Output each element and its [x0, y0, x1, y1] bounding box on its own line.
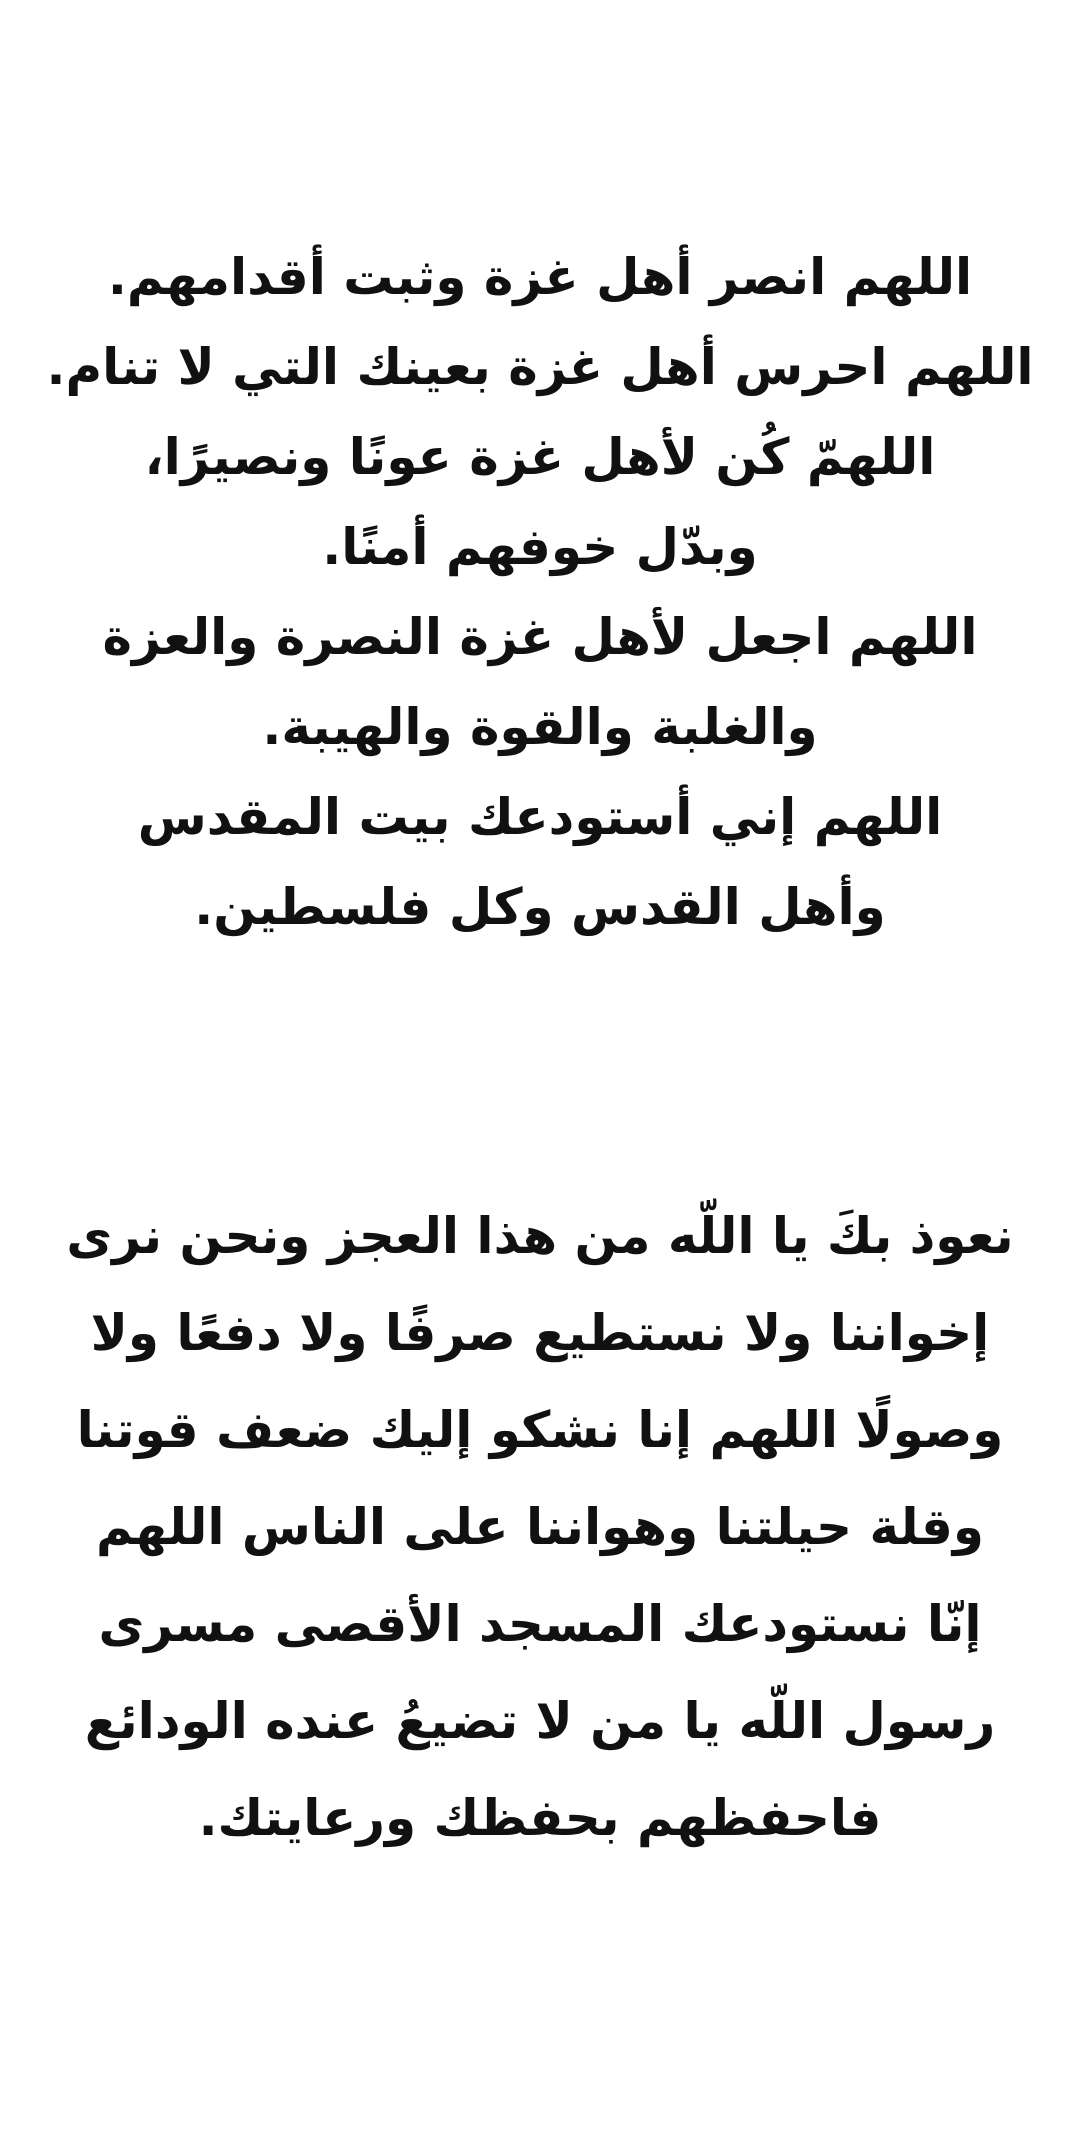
prayer-line: وقلة حيلتنا وهواننا على الناس اللهم — [95, 1498, 984, 1556]
prayer-line: اللهم انصر أهل غزة وثبت أقدامهم. — [107, 248, 973, 306]
prayer-line: فاحفظهم بحفظك ورعايتك. — [198, 1789, 882, 1847]
prayer-line: وصولًا اللهم إنا نشكو إليك ضعف قوتنا — [76, 1401, 1004, 1459]
prayer-block-gaza — [20, 232, 1060, 952]
prayer-line: إخواننا ولا نستطيع صرفًا ولا دفعًا ولا — [90, 1304, 990, 1362]
prayer-line: إنّا نستودعك المسجد الأقصى مسرى — [98, 1595, 982, 1653]
prayer-line: والغلبة والقوة والهيبة. — [262, 698, 818, 756]
prayer-block-aqsa — [20, 1188, 1060, 1867]
prayer-line: رسول اللّه يا من لا تضيعُ عنده الودائع — [84, 1692, 996, 1750]
prayer-line: نعوذ بكَ يا اللّه من هذا العجز ونحن نرى — [66, 1207, 1014, 1265]
prayer-line: اللهم احرس أهل غزة بعينك التي لا تنام. — [46, 338, 1034, 396]
prayer-line: اللهم اجعل لأهل غزة النصرة والعزة — [102, 608, 978, 666]
prayer-line: اللهم إني أستودعك بيت المقدس — [137, 788, 943, 846]
prayer-line: وأهل القدس وكل فلسطين. — [194, 878, 886, 936]
prayer-line: اللهمّ كُن لأهل غزة عونًا ونصيرًا، — [144, 428, 936, 486]
prayer-line: وبدّل خوفهم أمنًا. — [322, 518, 758, 576]
